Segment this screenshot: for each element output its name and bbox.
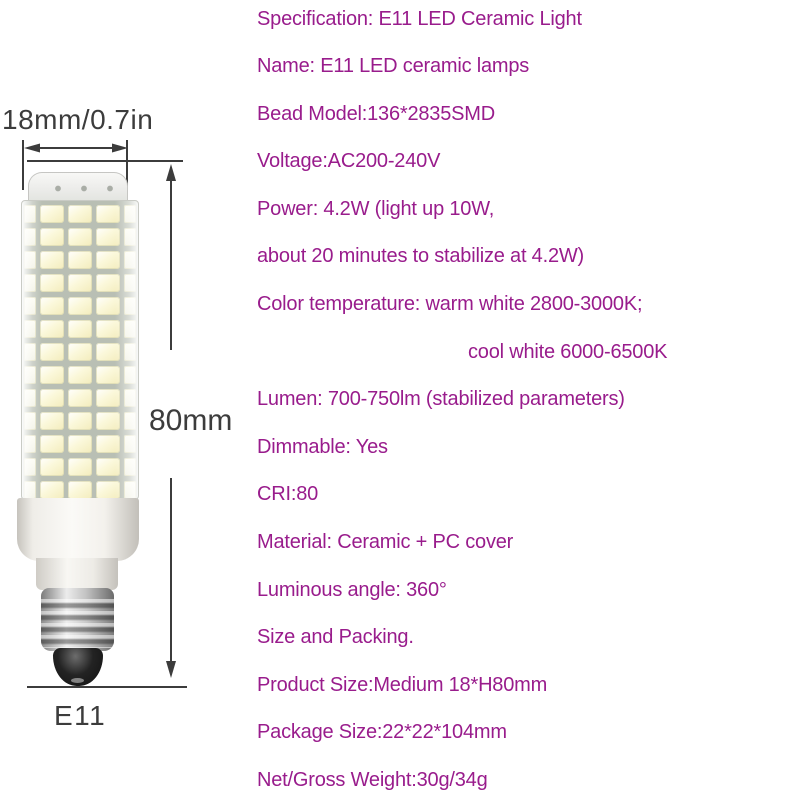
led-chip [96,458,120,476]
led-chip [24,320,36,338]
spec-line: CRI:80 [257,483,319,506]
led-chip [40,389,64,407]
led-chip [40,343,64,361]
bulb-diagram [0,0,250,800]
cap-dots [45,184,118,193]
led-chip [124,458,136,476]
spec-line: Power: 4.2W (light up 10W, [257,197,495,220]
led-chip [124,435,136,453]
height-dimension-label: 80mm [149,404,233,437]
led-chip [24,297,36,315]
led-chip [40,297,64,315]
led-chip [68,297,92,315]
spec-list [257,0,667,800]
led-chip [68,205,92,223]
spec-line: Material: Ceramic + PC cover [257,531,514,554]
led-chip [96,228,120,246]
led-chip [40,274,64,292]
led-chip [124,320,136,338]
spec-line: Name: E11 LED ceramic lamps [257,55,530,78]
contact-tip [53,648,103,686]
led-chip [124,343,136,361]
width-dimension-label: 18mm/0.7in [2,104,154,135]
led-chip [24,251,36,269]
led-chip [124,205,136,223]
led-chip [124,412,136,430]
led-chip [124,274,136,292]
led-chip [96,205,120,223]
ceramic-neck [36,558,118,590]
led-chip [68,251,92,269]
width-arrow-icon [24,141,128,155]
led-chip [40,435,64,453]
led-chip [68,366,92,384]
spec-line: about 20 minutes to stabilize at 4.2W) [257,245,585,268]
led-chip [96,435,120,453]
height-arrow-down-icon [162,478,180,678]
led-chip [96,320,120,338]
led-chip [124,297,136,315]
led-chip [68,343,92,361]
led-chip [24,389,36,407]
led-chip [40,481,64,499]
led-chip [24,458,36,476]
led-chip [24,366,36,384]
led-chip [124,228,136,246]
led-chip [96,251,120,269]
spec-line: Dimmable: Yes [257,435,388,458]
led-chip [24,481,36,499]
spec-line: Net/Gross Weight:30g/34g [257,769,488,791]
led-chip [40,412,64,430]
led-chip [68,320,92,338]
led-chip [40,251,64,269]
bottom-reference-line [27,686,187,688]
led-chip [24,205,36,223]
led-chip [40,205,64,223]
height-arrow-up-icon [162,164,180,350]
led-chip [68,412,92,430]
bulb-top-cap [28,172,128,202]
led-chip [40,366,64,384]
spec-line: Product Size:Medium 18*H80mm [257,673,548,696]
led-chip [68,435,92,453]
spec-line: Color temperature: warm white 2800-3000K; [257,293,643,316]
spec-line: cool white 6000-6500K [468,340,668,363]
top-reference-line [27,160,183,162]
led-chip [68,458,92,476]
led-chip [24,435,36,453]
led-grid [22,201,138,500]
led-chip [68,274,92,292]
led-chip [96,481,120,499]
spec-line: Bead Model:136*2835SMD [257,102,495,125]
led-chip [96,366,120,384]
led-chip [24,228,36,246]
spec-line: Specification: E11 LED Ceramic Light [257,7,582,30]
led-chip [96,412,120,430]
led-chip [96,389,120,407]
led-chip [40,320,64,338]
base-type-label: E11 [54,700,107,731]
screw-base [41,588,114,651]
spec-line: Luminous angle: 360° [257,578,447,601]
led-chip [68,389,92,407]
led-chip [68,481,92,499]
led-chip [124,389,136,407]
ceramic-flange [17,498,139,561]
led-chip [124,481,136,499]
spec-line: Size and Packing. [257,626,414,649]
led-chip [24,343,36,361]
spec-line: Package Size:22*22*104mm [257,721,507,744]
led-chip [124,366,136,384]
led-chip [24,274,36,292]
led-chip [96,343,120,361]
screw-thread-ridges [41,599,114,648]
spec-line: Lumen: 700-750lm (stabilized parameters) [257,388,625,411]
led-chip [124,251,136,269]
led-chip [96,297,120,315]
led-chip [96,274,120,292]
bulb-body [21,200,139,500]
spec-line: Voltage:AC200-240V [257,150,441,173]
led-chip [40,228,64,246]
led-chip [40,458,64,476]
led-chip [68,228,92,246]
led-chip [24,412,36,430]
